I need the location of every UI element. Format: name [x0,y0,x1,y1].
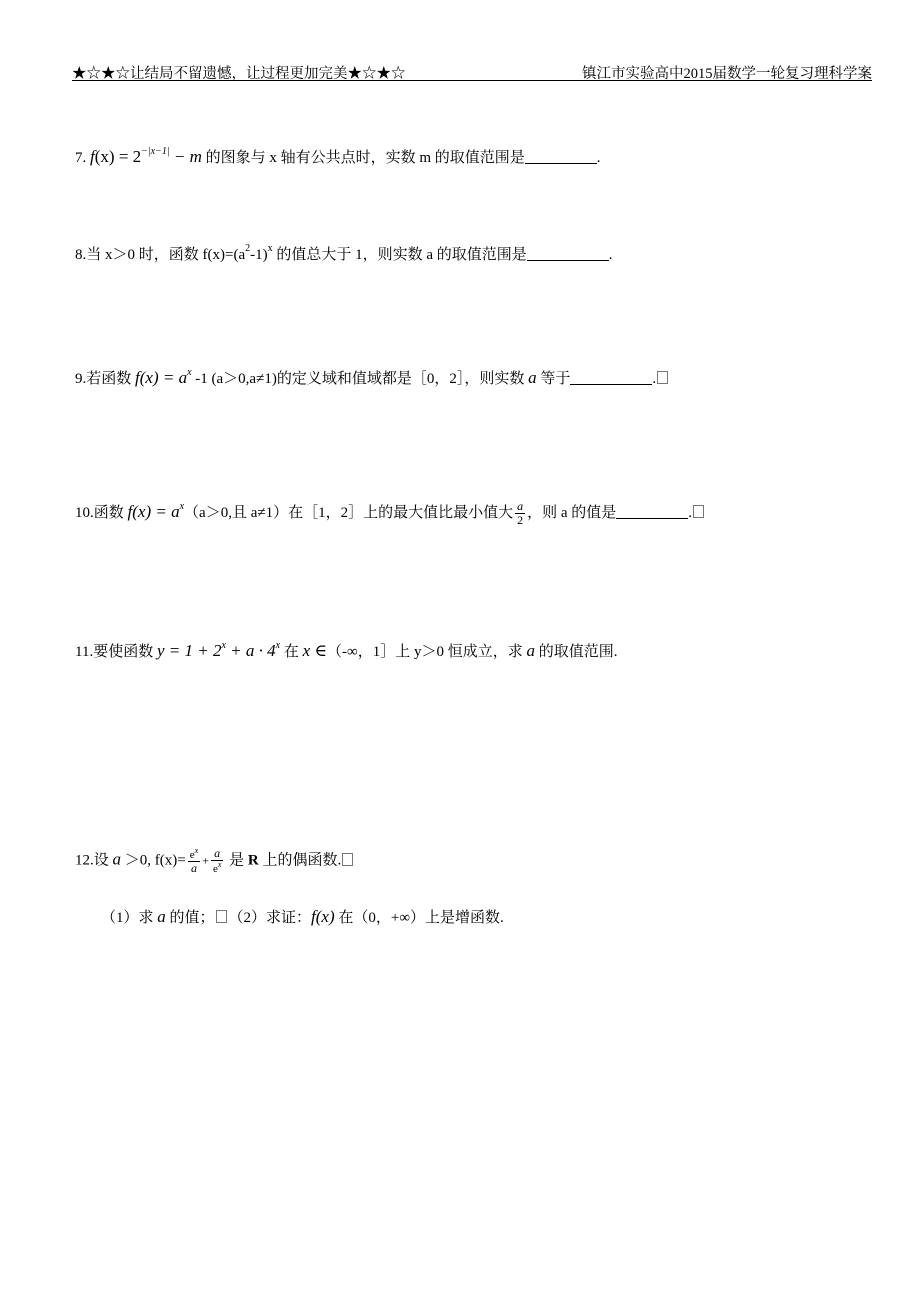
q12-mid: ＞0, f(x)= [121,852,186,869]
header-left-motto: ★☆★☆让结局不留遗憾，让过程更加完美★☆★☆ [72,66,406,82]
q10-frac-den: 2 [517,513,524,528]
q12-frac2-den-sup: x [217,860,222,870]
q12-fraction-2 [211,847,223,875]
q12-pre: 12.设 [75,852,113,869]
question-12 [75,847,353,875]
q12-frac1-num-e: e [189,849,195,861]
question-9 [75,367,668,388]
q12-fraction-1 [188,847,200,875]
q8-sup-x: x [267,243,273,254]
q11-mid: 在 [280,644,303,660]
question-8 [75,243,613,264]
q12-sub2: 的值； [165,910,215,926]
q12-R: R [247,852,259,869]
q12-plus: + [202,853,209,868]
placeholder-box-icon [216,910,227,923]
q12-post2: 上的偶函数. [258,852,342,869]
q10-post: ，则 a 的值是 [527,505,617,522]
q11-plus: + a · 4 [225,641,276,660]
q7-eq: = 2 [114,147,142,166]
q11-pre: 11.要使函数 [75,644,157,660]
q8-text-c: 的值总大于 1，则实数 a 的取值范围是 [272,247,527,263]
q12-frac1-num-sup: x [194,846,199,855]
q10-mid: （a＞0,且 a≠1）在［1，2］上的最大值比最小值大 [184,505,514,522]
q12-post1: 是 [225,852,248,869]
q10-pre: 10.函数 [75,505,128,522]
q7-number: 7. [75,150,87,166]
q9-a: a [528,368,537,387]
q11-sup-x1: x [221,640,226,651]
q9-period: . [652,371,657,387]
q10-sup-x: x [179,501,185,513]
header-divider [72,80,872,81]
q12-sub1: （1）求 [101,910,158,926]
q12-frac2-num: a [211,847,223,861]
question-12-subparts [101,907,504,927]
q9-pre: 9.若函数 [75,371,136,387]
header-right-title: 镇江市实验高中2015届数学一轮复习理科学案 [582,66,872,82]
q8-answer-blank[interactable] [527,246,609,261]
q7-exponent: −|x−1| [141,146,170,157]
q10-fraction [515,500,525,527]
q12-sub-a: a [157,907,166,926]
q10-period: . [688,505,693,522]
q9-mid: -1 (a＞0,a≠1)的定义域和值域都是［0，2］，则实数 [191,371,529,387]
q11-a: a [526,641,535,660]
q10-frac-num: a [517,499,524,513]
question-10 [75,500,704,527]
q10-answer-blank[interactable] [616,504,688,519]
q12-frac1-den: a [190,861,197,876]
q9-post: 等于 [536,371,571,387]
q12-sub-fx: f(x) [311,907,335,926]
q10-function: f(x) = a [127,502,180,522]
q9-answer-blank[interactable] [570,370,652,385]
q9-function: f(x) = a [135,368,188,387]
q8-sup-2: 2 [245,243,251,254]
q8-text-b: -1) [250,247,268,263]
q12-sub3: （2）求证： [228,910,312,926]
q12-frac1-num [188,847,200,862]
question-7 [75,146,601,167]
q11-post: （-∞，1］上 y＞0 恒成立，求 [327,644,527,660]
placeholder-box-icon [342,853,353,866]
q7-minus-m: − m [169,147,202,166]
placeholder-box-icon [693,505,704,518]
q8-period: . [608,247,613,263]
question-11 [75,640,617,661]
q11-equation: y = 1 + 2 [156,641,222,660]
q7-period: . [596,150,601,166]
q12-frac2-den [211,861,223,875]
q7-x: (x) [94,147,115,166]
q12-a: a [112,849,122,869]
q11-sup-x2: x [275,640,281,651]
q12-frac2-den-e: e [212,863,218,876]
placeholder-box-icon [657,371,668,384]
q11-x-in: x ∈ [302,641,327,660]
q8-text-a: 8.当 x＞0 时，函数 f(x)=(a [75,247,246,263]
q12-sub4: 在（0，+∞）上是增函数. [334,910,504,926]
q7-f: f [90,147,95,166]
q11-end: 的取值范围. [534,644,618,660]
q7-answer-blank[interactable] [525,149,597,164]
q7-text: 的图象与 x 轴有公共点时，实数 m 的取值范围是 [205,150,525,166]
q9-sup-x: x [187,367,192,378]
